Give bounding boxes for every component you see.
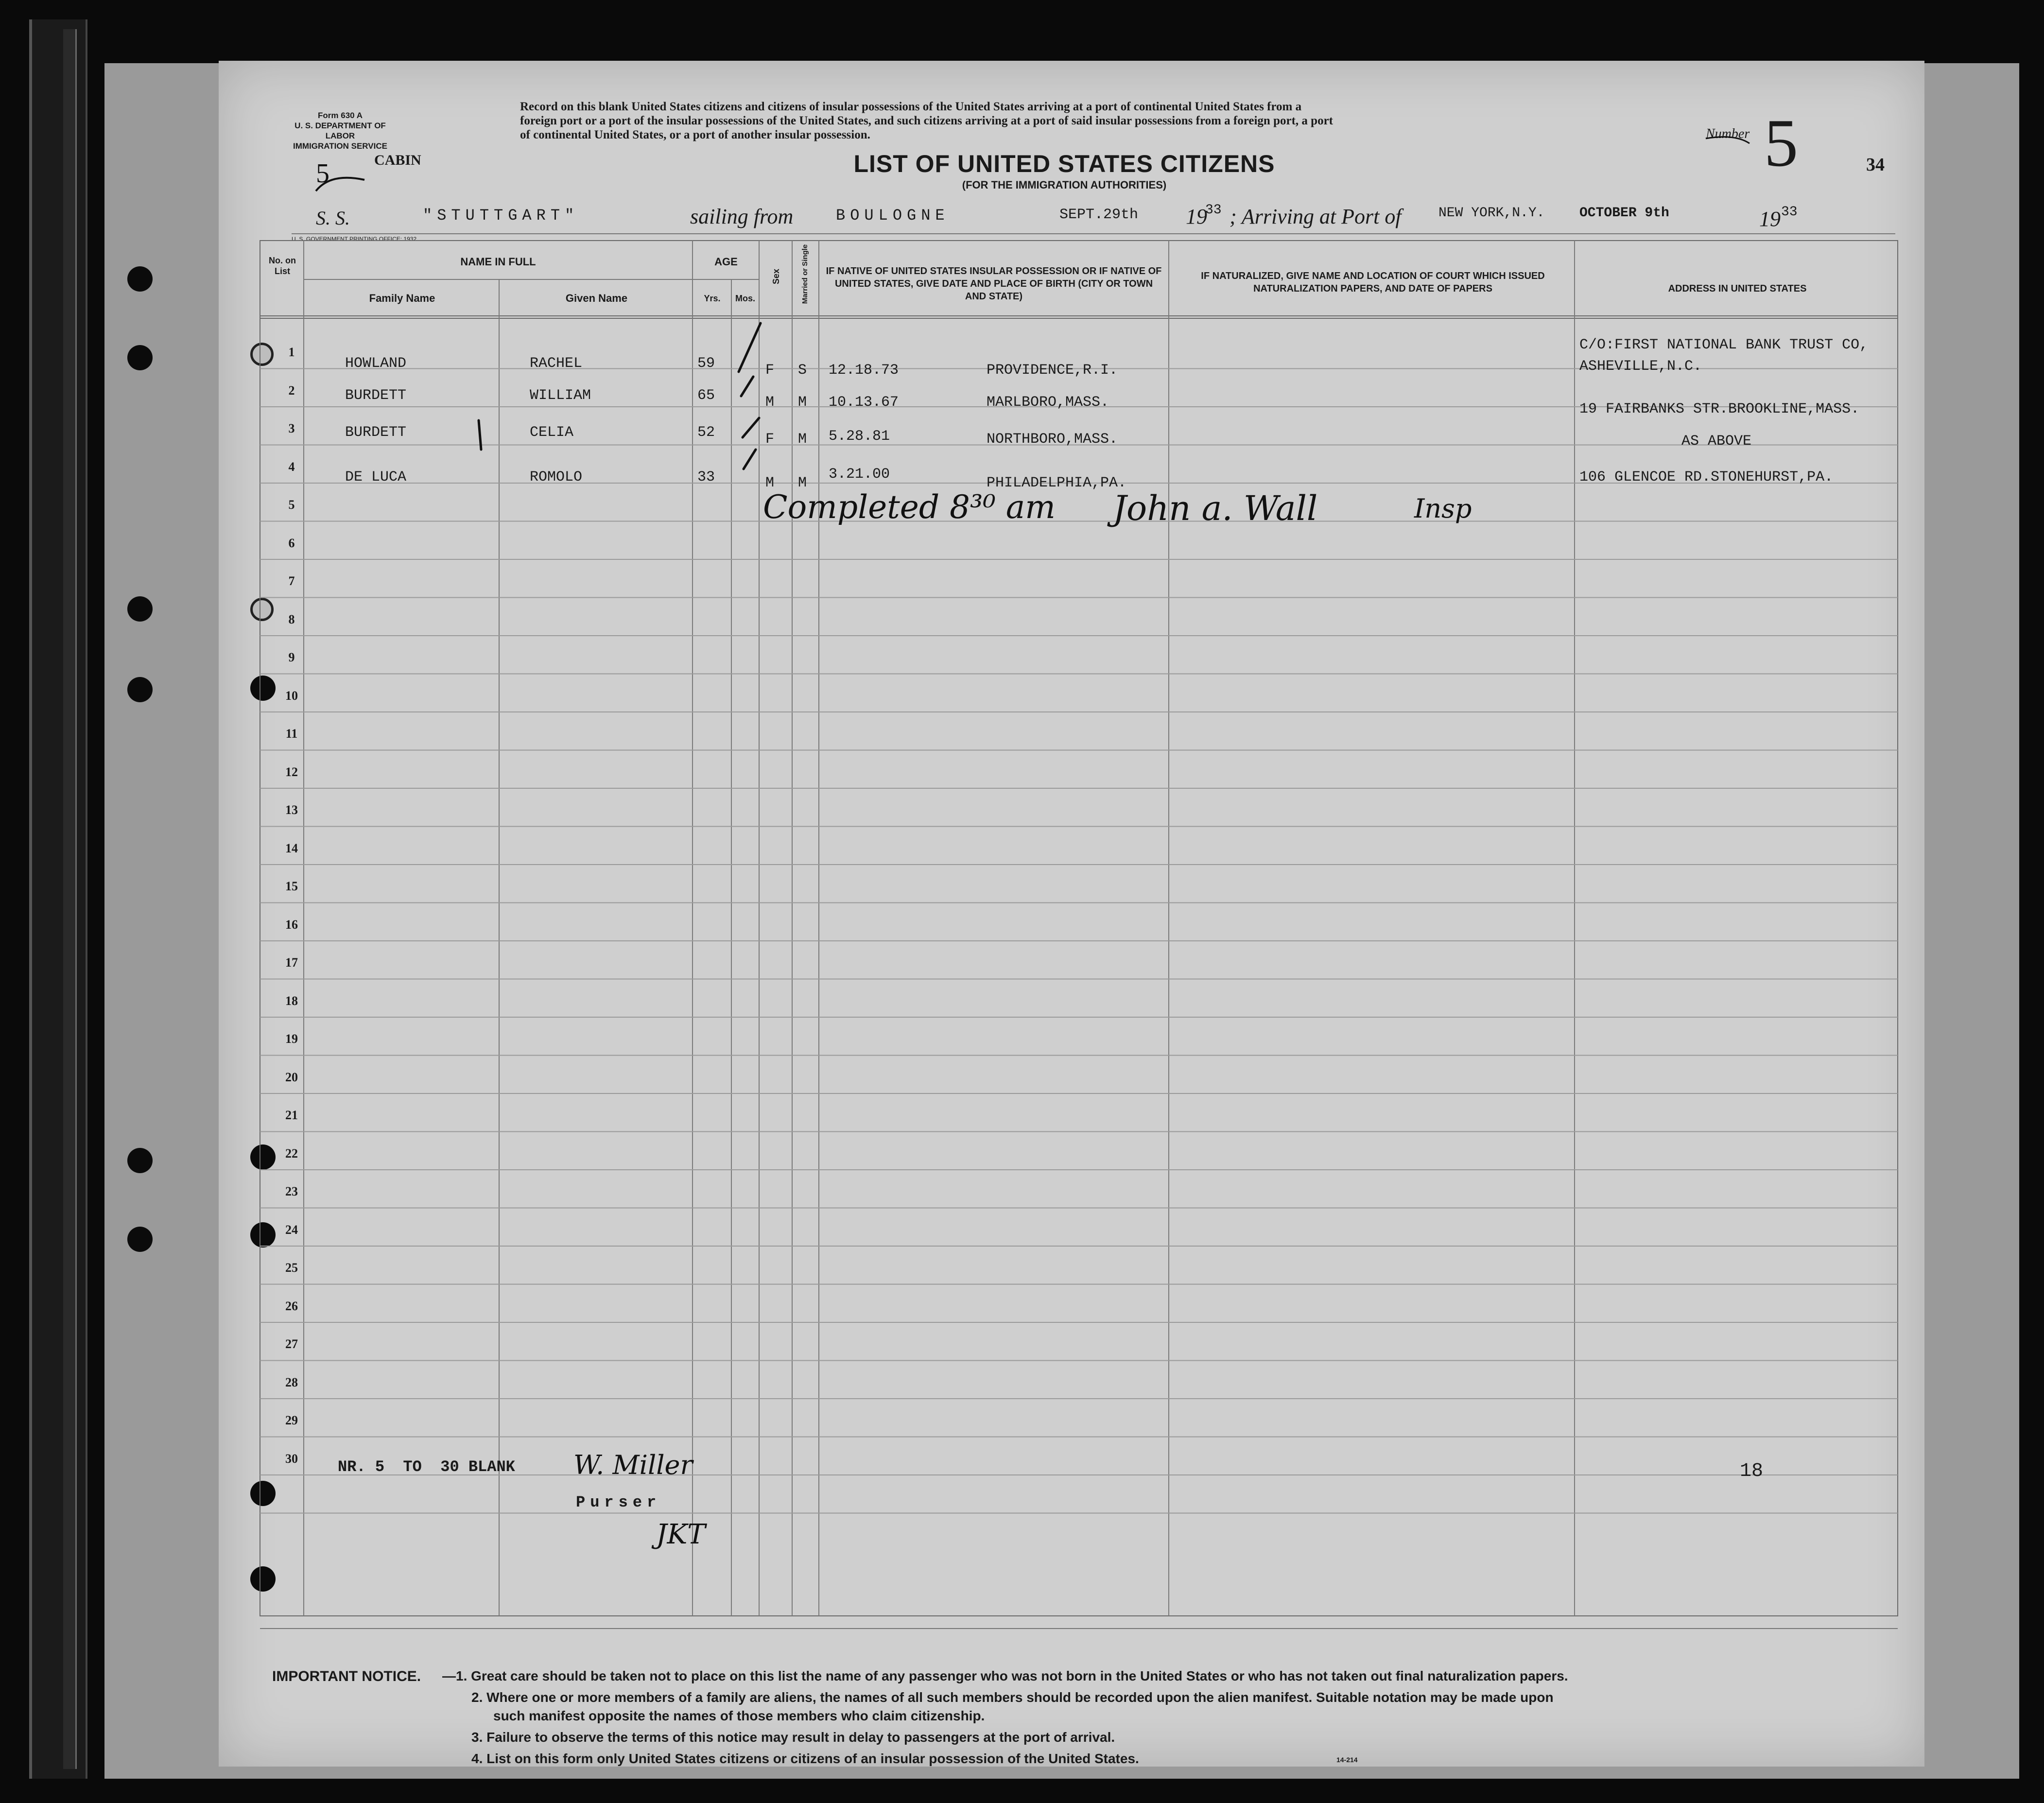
age-years: 52: [697, 424, 715, 441]
form-code: 14-214: [1336, 1756, 1358, 1764]
departure-year: 33: [1205, 203, 1222, 218]
arrival-port: NEW YORK,N.Y.: [1438, 206, 1545, 221]
tick-mark: [479, 420, 481, 450]
page-count: 18: [1740, 1460, 1764, 1482]
age-years: 59: [697, 355, 715, 372]
col-address: ADDRESS IN UNITED STATES: [1668, 283, 1807, 294]
form-id: Form 630 A: [318, 111, 363, 120]
binder-hole: [127, 1227, 153, 1252]
check-mark: [739, 323, 761, 372]
birth-place: MARLBORO,MASS.: [987, 394, 1109, 411]
family-name: BURDETT: [345, 387, 407, 404]
instruction-line: foreign port or a port of the insular possessions of the United States, and such citizens arriving at a port of said insular possessions from a foreign port, a port: [520, 114, 1333, 127]
row-number: 5: [288, 498, 295, 512]
col-family-name: Family Name: [369, 292, 435, 304]
row-number: 7: [288, 574, 295, 588]
notice-item-1: —1. Great care should be taken not to place on this list the name of any passenger who was not born in the United States or who has not taken out final naturalization papers.: [442, 1668, 1568, 1683]
address: 19 FAIRBANKS STR.BROOKLINE,MASS.: [1579, 401, 1860, 417]
notice-item-2: 2. Where one or more members of a family are aliens, the names of all such members should be recorded upon the alien manifest. Suitable notation may be made upon: [471, 1690, 1554, 1705]
row-number: 13: [285, 803, 298, 817]
row-number: 10: [285, 688, 298, 703]
col-birth: IF NATIVE OF UNITED STATES INSULAR POSSESSION OR IF NATIVE OF UNITED STATES, GIVE DATE AND PLACE OF BIRTH (CITY OR TOWN AND STATE): [826, 266, 1162, 302]
address: 106 GLENCOE RD.STONEHURST,PA.: [1579, 469, 1834, 485]
birth-place: NORTHBORO,MASS.: [987, 431, 1118, 448]
year-prefix: 19: [1186, 205, 1207, 228]
row-number: 1: [288, 345, 295, 359]
page-number: 34: [1866, 155, 1885, 175]
departure-date: SEPT.29th: [1059, 207, 1139, 223]
row-number: 2: [288, 383, 295, 398]
row-number: 28: [285, 1375, 298, 1389]
notice-divider: [260, 1628, 1898, 1629]
col-months: Mos.: [735, 294, 755, 303]
ss-label: S. S.: [316, 207, 350, 229]
instruction-line: of continental United States, or a port of another insular possession.: [520, 128, 870, 141]
row-number: 17: [285, 955, 298, 970]
binder-hole: [127, 677, 153, 702]
birth-date: 10.13.67: [829, 394, 899, 411]
marital-status: M: [798, 475, 807, 491]
sailing-from-label: sailing from: [690, 205, 794, 228]
col-sex: Sex: [771, 268, 781, 285]
birth-date: 3.21.00: [829, 466, 890, 483]
row-number: 26: [285, 1299, 298, 1313]
row-number: 6: [288, 536, 295, 550]
row-number: 29: [285, 1413, 298, 1427]
number-label: Number: [1706, 126, 1750, 141]
address-line-2: ASHEVILLE,N.C.: [1579, 358, 1702, 375]
binder-spine: [29, 19, 87, 1779]
birth-date: 12.18.73: [829, 362, 899, 379]
address-line-2: AS ABOVE: [1681, 433, 1752, 450]
row-number: 22: [285, 1146, 298, 1161]
purser-signature: W. Miller: [573, 1450, 693, 1480]
notice-item-3: 3. Failure to observe the terms of this notice may result in delay to passengers at the port of arrival.: [471, 1730, 1115, 1745]
family-name: HOWLAND: [345, 355, 407, 372]
birth-place: PROVIDENCE,R.I.: [987, 362, 1118, 379]
row-number: 12: [285, 764, 298, 779]
row-number: 20: [285, 1070, 298, 1084]
sex: M: [765, 394, 775, 411]
sex: F: [765, 431, 775, 448]
big-handwritten-number: 5: [316, 158, 329, 189]
age-years: 33: [697, 469, 715, 485]
given-name: RACHEL: [530, 355, 583, 372]
col-no-on-list: No. on List: [269, 256, 296, 276]
purser-label: Purser: [576, 1493, 661, 1511]
page-subtitle: (FOR THE IMMIGRATION AUTHORITIES): [962, 179, 1167, 191]
col-married-single: Married or Single: [801, 244, 809, 304]
row-number: 15: [285, 879, 298, 893]
notice-item-2-cont: such manifest opposite the names of those members who claim citizenship.: [493, 1708, 985, 1723]
given-name: WILLIAM: [530, 387, 591, 404]
row-number: 27: [285, 1337, 298, 1351]
arrival-date: OCTOBER 9th: [1579, 206, 1669, 221]
ship-name: "STUTTGART": [423, 207, 579, 225]
marital-status: M: [798, 431, 807, 448]
binder-hole: [127, 266, 153, 292]
row-number: 24: [285, 1222, 298, 1237]
inspector-title: Insp: [1414, 493, 1472, 524]
marital-status: M: [798, 394, 807, 411]
birth-place: PHILADELPHIA,PA.: [987, 475, 1127, 491]
row-number: 23: [285, 1184, 298, 1198]
row-number: 8: [288, 612, 295, 626]
notice-heading: IMPORTANT NOTICE.: [272, 1668, 421, 1684]
notice-item-4: 4. List on this form only United States citizens or citizens of an insular possession of the United States.: [471, 1751, 1139, 1766]
given-name: ROMOLO: [530, 469, 583, 485]
check-mark: [743, 418, 759, 437]
sex: M: [765, 475, 775, 491]
col-years: Yrs.: [704, 294, 721, 303]
address: C/O:FIRST NATIONAL BANK TRUST CO,: [1579, 337, 1869, 353]
row-number: 11: [285, 727, 298, 741]
binder-hole: [127, 596, 153, 622]
pen-stroke: [1706, 137, 1750, 143]
department: U. S. DEPARTMENT OF LABOR: [294, 121, 386, 140]
row-number: 4: [288, 459, 295, 474]
col-given-name: Given Name: [565, 292, 628, 304]
row-number: 25: [285, 1261, 298, 1275]
binder-hole: [127, 345, 153, 370]
marital-status: S: [798, 362, 807, 379]
check-mark: [741, 377, 753, 396]
binder-edge: [63, 29, 77, 1769]
pen-stroke: [316, 178, 364, 191]
family-name: DE LUCA: [345, 469, 407, 485]
row-number: 30: [285, 1451, 298, 1466]
check-marks: [219, 61, 1924, 1767]
col-age: AGE: [714, 256, 738, 268]
row-number: 3: [288, 421, 295, 435]
inspector-signature: John a. Wall: [1113, 488, 1318, 528]
birth-date: 5.28.81: [829, 428, 890, 445]
manifest-sheet: [219, 61, 1924, 1767]
given-name: CELIA: [530, 424, 574, 441]
blank-rows-note: NR. 5 TO 30 BLANK: [338, 1458, 515, 1476]
service: IMMIGRATION SERVICE: [293, 141, 387, 151]
col-name-in-full: NAME IN FULL: [460, 256, 536, 268]
check-mark: [744, 450, 756, 469]
row-number: 21: [285, 1108, 298, 1122]
age-years: 65: [697, 387, 715, 404]
col-naturalized: IF NATURALIZED, GIVE NAME AND LOCATION OF COURT WHICH ISSUED NATURALIZATION PAPERS, AND DATE OF PAPERS: [1201, 271, 1545, 294]
sex: F: [765, 362, 775, 379]
row-number: 18: [285, 993, 298, 1008]
row-number: 19: [285, 1032, 298, 1046]
departure-port: BOULOGNE: [836, 207, 950, 225]
page-title: LIST OF UNITED STATES CITIZENS: [853, 150, 1275, 177]
binder-hole: [127, 1148, 153, 1173]
row-number: 14: [285, 841, 298, 855]
year-prefix: 19: [1759, 207, 1781, 231]
row-number: 9: [288, 650, 295, 664]
cabin-class: CABIN: [374, 152, 421, 168]
instruction-line: Record on this blank United States citizens and citizens of insular possessions of the United States arriving at a port of continental United States from a: [520, 100, 1302, 113]
purser-initials: JKT: [656, 1519, 706, 1550]
completed-note: Completed 8³⁰ am: [763, 488, 1056, 526]
arriving-label: ; Arriving at Port of: [1230, 205, 1402, 228]
family-name: BURDETT: [345, 424, 407, 441]
row-number: 16: [285, 917, 298, 932]
list-number: 5: [1764, 105, 1798, 181]
arrival-year: 33: [1781, 205, 1798, 220]
printing-office: U. S. GOVERNMENT PRINTING OFFICE: 1932: [292, 236, 417, 243]
